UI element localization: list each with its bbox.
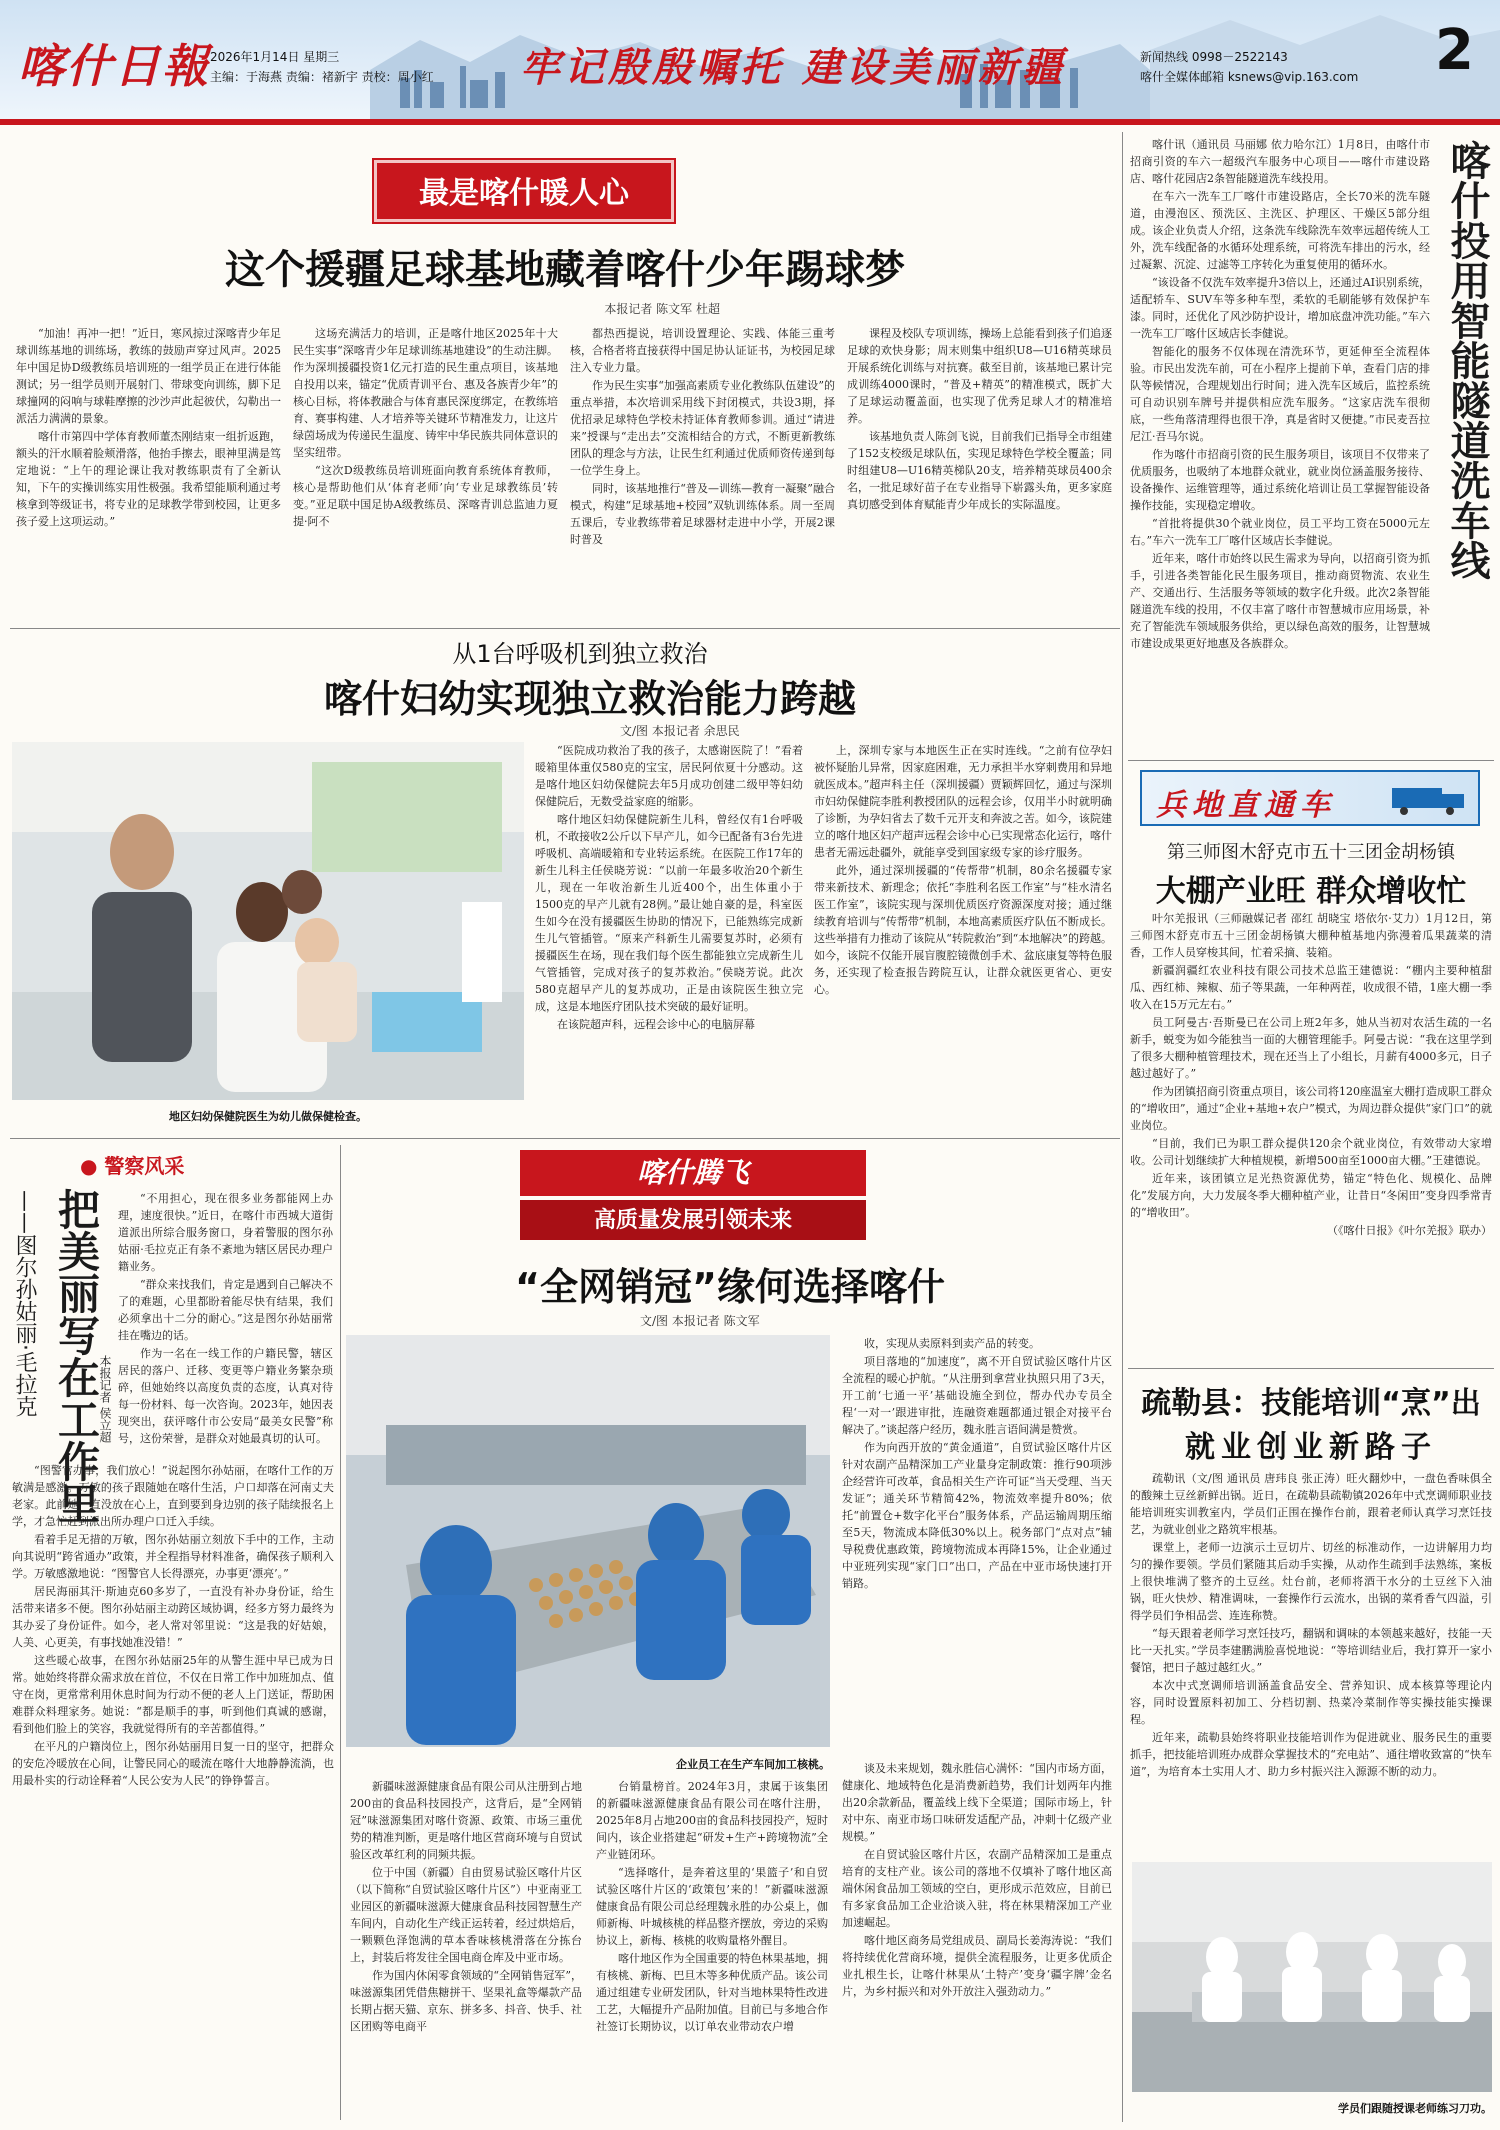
section4-col3 — [842, 1335, 1112, 1755]
section4-col4 — [842, 1760, 1112, 2122]
divider — [1128, 760, 1494, 761]
section2-headline: 喀什妇幼实现独立救治能力跨越 — [323, 677, 856, 721]
paragraph: 在车六一洗车工厂喀什市建设路店，全长70米的洗车隧道，由漫泡区、预洗区、主洗区、护理区、干燥区5部分组成。该企业负责人介绍，这条洗车线除洗车效率远超传统人工外，洗车线配备的水循环处理系统，可将洗车排出的污水，经过凝絮、沉淀、过滤等工序转化为重复使用的循环水。 — [1130, 190, 1430, 271]
paragraph: 这些暖心故事，在图尔孙姑丽25年的从警生涯中早已成为日常。她始终将群众需求放在首位，不仅在日常工作中加班加点、值守在岗，更常常利用休息时间为行动不便的老人上门送证，帮助困难群众料理家务。她说：“都是顺手的事，听到他们真诚的感谢，看到他们脸上的笑容，我就觉得所有的辛苦都值得。” — [12, 1654, 334, 1735]
section5-body — [1130, 136, 1430, 756]
section6-banner — [1140, 770, 1480, 826]
paragraph: 课堂上，老师一边演示土豆切片、切丝的标准动作，一边讲解用力均匀的操作要领。学员们紧随其后动手实操，从动作生疏到手法熟练，案板上很快堆满了整齐的土豆丝。灶台前，老师将酒干水分的土豆丝下入油锅，旺火快炒、精准调味，一套操作行云流水，出锅的菜肴香气四溢，引得学员们争相品尝、连连称赞。 — [1130, 1541, 1492, 1622]
paragraph: 作为民生实事“加强高素质专业化教练队伍建设”的重点举措，本次培训采用线下封闭模式，共设3期，择优招录足球特色学校未持证体育教师参训。通过“请进来”授课与“走出去”交流相结合的方式，不断更新教练团队的理念与方法，让民生红利通过优质师资传递到每一位学生身上。 — [570, 379, 835, 477]
section1-banner: 最是喀什暖人心 — [374, 160, 674, 222]
section3-col2 — [12, 1462, 334, 2117]
section4-headline: “全网销冠”缘何选择喀什 — [515, 1265, 945, 1309]
section6-headline: 大棚产业旺 群众增收忙 — [1155, 874, 1467, 909]
factory-photo-caption: 企业员工在生产车间加工核桃。 — [676, 1758, 830, 1771]
paragraph: 新疆味滋源健康食品有限公司从注册到占地200亩的食品科技园投产，这背后，是“全网销冠”味滋源集团对喀什资源、政策、市场三重优势的精准判断，更是喀什地区营商环境与自贸试验区改革红利的同频共振。 — [350, 1780, 582, 1861]
paragraph: 该基地负责人陈剑飞说，目前我们已指导全市组建了152支校级足球队伍，实现足球特色学校全覆盖；同时组建U8—U16精英梯队20支，培养精英球员400余名，一批足球好苗子在专业指导下崭露头角，更多家庭真切感受到体育赋能青少年成长的实际温度。 — [847, 430, 1112, 511]
paragraph: 在该院超声科，远程会诊中心的电脑屏幕 — [557, 1018, 755, 1031]
section1-col3 — [570, 325, 835, 620]
truck-icon — [1392, 784, 1472, 816]
section3-byline: 本报记者 侯立超 — [98, 1355, 112, 1443]
paragraph: （《喀什日报》《叶尔羌报》联办） — [1327, 1224, 1492, 1237]
paragraph: 喀什地区商务局党组成员、副局长姜海涛说：“我们将持续优化营商环境，提供全流程服务，让更多优质企业扎根生长，让喀什林果从‘土特产’变身‘疆字牌’金名片，为乡村振兴和对外开放注入强劲动力。” — [842, 1934, 1112, 1998]
paragraph: “首批将提供30个就业岗位，员工平均工资在5000元左右。”车六一洗车工厂喀什区域店长李健说。 — [1130, 517, 1430, 547]
paragraph: “加油！再冲一把！”近日，寒风掠过深喀青少年足球训练基地的训练场，教练的鼓励声穿过风声。2025年中国足协D级教练员培训班的一组学员正在进行体能测试；另一组学员则开展射门、带球变向训练，脚下足球撞网的闷响与球鞋摩擦的沙沙声此起彼伏，勾勒出一派活力满满的景象。 — [16, 327, 281, 425]
paragraph: 近年来，疏勒县始终将职业技能培训作为促进就业、服务民生的重要抓手，把技能培训班办成群众掌握技术的“充电站”、通往增收致富的“快车道”，为培育本土实用人才、助力乡村振兴注入源源不断的动力。 — [1130, 1731, 1492, 1778]
paragraph: 这场充满活力的培训，正是喀什地区2025年十大民生实事“深喀青少年足球训练基地建设”的生动注脚。作为深圳援疆投资1亿元打造的民生重点项目，该基地自投用以来，锚定“优质青训平台、惠及各族青少年”的核心目标，将体教融合与体育惠民深度绑定，在教练培育、赛事构建、人才培养等关键环节精准发力，让这片绿茵场成为传递民生温度、铸牢中华民族共同体意识的坚实纽带。 — [293, 327, 558, 459]
paragraph: 作为国内休闲零食领域的“全网销售冠军”，味滋源集团凭借焦糖拼干、坚果礼盒等爆款产品长期占据天猫、京东、拼多多、抖音、快手、社区团购等电商平 — [350, 1969, 582, 2033]
police-tag-label: 警察风采 — [104, 1154, 185, 1178]
cooking-photo-caption: 学员们跟随授课老师练习刀功。 — [1338, 2102, 1492, 2115]
paragraph: “每天跟着老师学习烹饪技巧，翻锅和调味的本领越来越好，技能一天比一天扎实。”学员李建鹏满脸喜悦地说：“等培训结业后，我打算开一家小餐馆，把日子越过越红火。” — [1130, 1627, 1492, 1674]
paragraph: 在平凡的户籍岗位上，图尔孙姑丽用日复一日的坚守，把群众的安危冷暖放在心间，让警民同心的暖流在喀什大地静静流淌，也用最朴实的行动诠释着“人民公安为人民”的铮铮誓言。 — [12, 1740, 334, 1787]
section2-col2 — [814, 742, 1112, 1132]
paragraph: 项目落地的“加速度”，离不开自贸试验区喀什片区全流程的暖心护航。“从注册到拿营业执照只用了3天，开工前‘七通一平’基础设施全到位，帮办代办专员全程‘一对一’跟进审批，连融资难题都通过银企对接平台解决了。”谈起落户经历，魏永胜言语间满是赞赏。 — [842, 1355, 1112, 1436]
paragraph: “该设备不仅洗车效率提升3倍以上，还通过AI识别系统，适配轿车、SUV车等多种车型，柔软的毛刷能够有效保护车漆。同时，还优化了风沙防护设计，增加底盘冲洗功能。”车六一洗车工厂喀什区域店长李健说。 — [1130, 276, 1430, 340]
paragraph: 本次中式烹调师培训涵盖食品安全、营养知识、成本核算等理论内容，同时设置原料初加工、分档切割、热菜冷菜制作等实操技能实操课程。 — [1130, 1679, 1492, 1726]
section7-headline-line1: 疏勒县：技能培训“烹”出 — [1141, 1386, 1481, 1421]
section6-banner-label: 兵地直通车 — [1156, 788, 1336, 823]
section1-col4 — [847, 325, 1112, 620]
section3-subhead: ——图尔孙姑丽·毛拉克 — [12, 1190, 37, 1417]
divider — [1128, 1368, 1494, 1369]
masthead-editors: 主编：于海燕 责编：褚新宇 责校：周小红 — [210, 70, 434, 84]
paragraph: 谈及未来规划，魏永胜信心满怀：“国内市场方面，健康化、地域特色化是消费新趋势，我们计划两年内推出20余款新品，覆盖线上线下全渠道；国际市场上，针对中东、南亚市场口味研发适配产品，冲刺十亿级产业规模。” — [842, 1762, 1112, 1843]
masthead — [0, 0, 1500, 125]
section1-col2 — [293, 325, 558, 620]
paragraph: 此外，通过深圳援疆的“传帮带”机制，80余名援疆专家带来新技术、新理念；依托“李胜利名医工作室”与“桂水清名医工作室”，该院实现与深圳优质医疗资源深度对接；通过继续教育培训与“传帮带”机制，本地高素质医疗队伍不断成长。这些举措有力推动了该院从“转院救治”到“本地解决”的跨越。如今，该院不仅能开展盲腹腔镜微创手术、盆底康复等特色服务，还实现了检查报告跨院互认，让群众就医更省心、更安心。 — [814, 864, 1112, 996]
factory-photo — [346, 1335, 830, 1747]
section4-banner-top: 喀什腾飞 — [520, 1150, 866, 1196]
bullet-icon: ● — [80, 1154, 98, 1178]
section7-headline-line2: 就业创业新路子 — [1185, 1430, 1437, 1465]
section3-headline: 把美丽写在工作里 — [52, 1188, 101, 1524]
divider — [1122, 132, 1123, 2122]
paragraph: 作为向西开放的“黄金通道”，自贸试验区喀什片区针对农副产品精深加工产业量身定制政策：推行90项涉企经营许可改革，食品相关生产许可证“当天受理、当天发证”；通关环节精简42%，物流效率提升80%；依托“前置仓+数字化平台”服务体系，产品运输周期压缩至5天，物流成本降低30%以上。税务部门“点对点”辅导税费优惠政策，跨境物流成本再降15%，让企业通过中亚班列实现“家门口”出口，产品在中亚市场快速打开销路。 — [842, 1441, 1112, 1590]
masthead-slogan: 牢记殷殷嘱托 建设美丽新疆 — [520, 44, 1066, 91]
paragraph: 台销量榜首。2024年3月，隶属于该集团的新疆味滋源健康食品有限公司在喀什注册，2025年8月占地200亩的食品科技园投产，短时间内，该企业搭建起“研发+生产+跨境物流”全产业链闭环。 — [596, 1780, 828, 1861]
paragraph: 上，深圳专家与本地医生正在实时连线。“之前有位孕妇被怀疑胎儿异常，因家庭困难，无力承担半水穿刺费用和异地就医成本。”超声科主任（深圳援疆）贾颖辉回忆，通过与深圳市妇幼保健院李胜利教授团队的远程会诊，仅用半小时就明确了诊断，为孕妇省去了数千元开支和奔波之苦。如今，该院建立的喀什地区妇产超声远程会诊中心已实现常态化运行，喀什患者无需远赴疆外，就能享受到国家级专家的诊疗服务。 — [814, 744, 1112, 859]
paragraph: 喀什地区作为全国重要的特色林果基地，拥有核桃、新梅、巴旦木等多种优质产品。该公司通过组建专业研发团队，针对当地林果特性改进工艺，大幅提升产品附加值。目前已与多地合作社签订长期协议，以订单农业带动农户增 — [596, 1952, 828, 2033]
paragraph: 位于中国（新疆）自由贸易试验区喀什片区（以下简称“自贸试验区喀什片区”）中亚南亚工业园区的新疆味滋源大健康食品科技园智慧生产车间内，自动化生产线正运转着，经过烘焙后，一颗颗色泽饱满的草本香味核桃滑落在分拣台上，封装后将发往全国电商仓库及中亚市场。 — [350, 1866, 582, 1964]
paragraph: 都热西提说，培训设置理论、实践、体能三重考核，合格者将直接获得中国足协认证证书，为校园足球注入专业力量。 — [570, 327, 835, 374]
paragraph: 喀什讯（通讯员 马丽娜 依力哈尔江）1月8日，由喀什市招商引资的车六一超级汽车服务中心项目——喀什市建设路店、喀什花园店2条智能隧道洗车线投用。 — [1130, 138, 1430, 185]
paragraph: 作为团镇招商引资重点项目，该公司将120座温室大棚打造成职工群众的“增收田”，通过“企业+基地+农户”模式，为周边群众提供“家门口”的就业岗位。 — [1130, 1085, 1492, 1132]
police-tag — [80, 1150, 184, 1179]
cooking-photo-drawing — [1132, 1862, 1492, 2092]
paragraph: “群众来找我们，肯定是遇到自己解决不了的难题，心里都盼着能尽快有结果，我们必须拿出十二分的耐心。”这是图尔孙姑丽常挂在嘴边的话。 — [118, 1278, 333, 1342]
page-number: 2 — [1435, 18, 1474, 83]
divider — [340, 1145, 341, 2120]
section6-kicker: 第三师图木舒克市五十三团金胡杨镇 — [1167, 842, 1455, 863]
section4-byline: 文/图 本报记者 陈文军 — [640, 1314, 760, 1328]
paragraph: 近年来，喀什市始终以民生需求为导向，以招商引资为抓手，引进各类智能化民生服务项目，推动商贸物流、农业生产、交通出行、生活服务等领域的数字化升级。此次2条智能隧道洗车线的投用，不仅丰富了喀什市智慧城市应用场景，补充了智能洗车领域服务供给，更以绿色高效的服务，让智慧城市建设成果更好地惠及各族群众。 — [1130, 552, 1430, 650]
hospital-photo-caption: 地区妇幼保健院医生为幼儿做保健检查。 — [169, 1110, 367, 1123]
section4-col2 — [596, 1778, 828, 2123]
section4-banner — [520, 1150, 866, 1242]
paragraph: 居民海丽其汗·斯迪克60多岁了，一直没有补办身份证，给生活带来诸多不便。图尔孙姑丽主动跨区域协调，经多方努力最终为其办妥了身份证件。如今，老人常对邻里说：“这是我的好姑娘，人美、心更美，有事找她准没错！” — [12, 1585, 334, 1649]
section6-body — [1130, 910, 1492, 1365]
paragraph: 近年来，该团镇立足光热资源优势，锚定“特色化、规模化、品牌化”发展方向，大力发展冬季大棚种植产业，让昔日“冬闲田”变身四季常青的“增收田”。 — [1130, 1172, 1492, 1219]
paragraph: 新疆润疆红农业科技有限公司技术总监王建德说：“棚内主要种植甜瓜、西红柿、辣椒、茄子等果蔬，一年种两茬，收成很不错，1座大棚一季收入在15万元左右。” — [1130, 964, 1492, 1011]
section2-col1 — [535, 742, 803, 1132]
paragraph: “医院成功救治了我的孩子，太感谢医院了！”看着暖箱里体重仅580克的宝宝，居民阿依夏十分感动。这是喀什地区妇幼保健院去年5月成功创建二级甲等妇幼保健院后，无数受益家庭的缩影。 — [535, 744, 803, 808]
paragraph: 叶尔羌报讯（三师融媒记者 邵红 胡晓宝 塔依尔·艾力）1月12日，第三师图木舒克市五十三团金胡杨镇大棚种植基地内弥漫着瓜果蔬菜的清香，工作人员穿梭其间，忙着采摘、装箱。 — [1130, 912, 1492, 959]
section5-vertical-headline: 喀什投用智能隧道洗车线 — [1444, 140, 1490, 580]
section1-byline: 本报记者 陈文军 杜超 — [604, 302, 720, 316]
paragraph: 喀什地区妇幼保健院新生儿科，曾经仅有1台呼吸机，不敢接收2公斤以下早产儿，如今已配备有3台先进呼吸机、高端暖箱和专业转运系统。在医院工作17年的新生儿科主任侯晓芳说：“以前一年最多收治20个新生儿，现在一年收治新生儿近400个，出生体重小于1500克的早产儿就有28例。”最让她自豪的是，科室医生如今在没有援疆医生协助的情况下，已能熟练完成新生儿气管插管。“原来产科新生儿需要复苏时，必须有援疆医生在场，现在我们每个医生都能独立完成新生儿气管插管，完成对孩子的复苏救治。”侯晓芳说。此次580克超早产儿的复苏成功，正是由该院医生独立完成，这是本地医疗团队技术突破的最好证明。 — [535, 813, 803, 1013]
masthead-email: 喀什全媒体邮箱 ksnews@vip.163.com — [1140, 70, 1359, 84]
paragraph: “目前，我们已为职工群众提供120余个就业岗位，有效带动大家增收。公司计划继续扩大种植规模，新增500亩至1000亩大棚。”王建德说。 — [1130, 1137, 1492, 1167]
section4-col1 — [350, 1778, 582, 2123]
section4-banner-bottom: 高质量发展引领未来 — [520, 1200, 866, 1240]
divider — [10, 1138, 1120, 1139]
paragraph: 收，实现从卖原料到卖产品的转变。 — [864, 1337, 1040, 1350]
paragraph: 智能化的服务不仅体现在清洗环节，更延伸至全流程体验。市民出发洗车前，可在小程序上提前下单，查看门店的排队等候情况，合理规划出行时间；进入洗车区域后，监控系统可自动识别车牌号并提供相应洗车服务。“这家店洗车很彻底，一些角落清理得也很干净，真是省时又便捷。”市民麦吾拉尼江·吾马尔说。 — [1130, 345, 1430, 443]
paragraph: 喀什市第四中学体育教师董杰刚结束一组折返跑，额头的汗水顺着脸颊滑落，他抬手擦去，眼神里满是笃定地说：“上午的理论课让我对教练职责有了全新认知，下午的实操训练实用性极强。我希望能顺利通过考核拿到等级证书，将专业的足球教学带到校园，让更多孩子爱上这项运动。” — [16, 430, 281, 528]
section1-col1 — [16, 325, 281, 620]
paragraph: 同时，该基地推行“普及—训练—教育一凝聚”融合模式，构建“足球基地+校园”双轨训练体系。周一至周五课后，专业教练带着足球器材走进中小学，开展2课时普及 — [570, 482, 835, 546]
masthead-logo: 喀什日報 — [18, 39, 210, 93]
paragraph: “选择喀什，是奔着这里的‘果篮子’和自贸试验区喀什片区的‘政策包’来的！”新疆味滋源健康食品有限公司总经理魏永胜的办公桌上，伽师新梅、叶城核桃的样品整齐摆放，旁边的采购协议上，新梅、核桃的收购量格外醒目。 — [596, 1866, 828, 1947]
section3-col1 — [118, 1190, 333, 1460]
paragraph: 员工阿曼古·吾斯曼已在公司上班2年多，她从当初对农活生疏的一名新手，蜕变为如今能独当一面的大棚管理能手。阿曼古说：“我在这里学到了很多大棚种植管理技术，现在还当上了小组长，月薪有4000多元，日子越过越好了。” — [1130, 1016, 1492, 1080]
section2-byline: 文/图 本报记者 余思民 — [620, 724, 740, 738]
paragraph: 在自贸试验区喀什片区，农副产品精深加工是重点培育的支柱产业。该公司的落地不仅填补了喀什地区高端休闲食品加工领域的空白，更形成示范效应，目前已有多家食品加工企业洽谈入驻，将在林果精深加工产业加速崛起。 — [842, 1848, 1112, 1929]
paragraph: 疏勒讯（文/图 通讯员 唐玮良 张正涛）旺火翻炒中，一盘色香味俱全的酸辣土豆丝新鲜出锅。近日，在疏勒县疏勒镇2026年中式烹调师职业技能培训班实训教室内，学员们正围在操作台前，跟着老师认真学习烹饪技艺，为就业创业之路筑牢根基。 — [1130, 1472, 1492, 1536]
paragraph: 课程及校队专项训练，操场上总能看到孩子们追逐足球的欢快身影；周末则集中组织U8—U16精英球员开展系统化训练与对抗赛。截至目前，该基地已累计完成训练4000课时，“普及+精英”的精准模式，既扩大了足球运动覆盖面，也实现了优秀足球人才的精准培养。 — [847, 327, 1112, 425]
masthead-hotline: 新闻热线 0998－2522143 — [1140, 50, 1288, 64]
section7-body — [1130, 1470, 1492, 1855]
factory-photo-drawing — [346, 1335, 830, 1747]
section2-kicker: 从1台呼吸机到独立救治 — [452, 640, 708, 668]
paragraph: “这次D级教练员培训班面向教育系统体育教师，核心是帮助他们从‘体育老师’向‘专业足球教练员’转变。”亚足联中国足协A级教练员、深喀青训总监迪力夏提·阿不 — [293, 464, 558, 528]
paragraph: “不用担心，现在很多业务都能网上办理，速度很快。”近日，在喀什市西城大道街道派出所综合服务窗口，身着警服的图尔孙姑丽·毛拉克正有条不紊地为辖区居民办理户籍业务。 — [118, 1192, 333, 1273]
divider — [10, 628, 1120, 629]
paragraph: 作为一名在一线工作的户籍民警，辖区居民的落户、迁移、变更等户籍业务繁杂琐碎，但她始终以高度负责的态度，认真对待每一份材料、每一次咨询。2023年，她因表现突出，获评喀什市公安局“最美女民警”称号，这份荣誉，是群众对她最真切的认可。 — [118, 1347, 333, 1445]
hospital-photo — [12, 742, 524, 1100]
cooking-photo — [1132, 1862, 1492, 2092]
paragraph: “图警官办事，我们放心！”说起图尔孙姑丽，在喀什工作的万敏满是感激。万敏的孩子跟随她在喀什生活，户口却落在河南丈夫老家。此前她一直没放在心上，直到要到身边别的孩子陆续报名上学，才急忙赶到派出所办理户口迁入手续。 — [12, 1464, 334, 1528]
section1-headline: 这个援疆足球基地藏着喀什少年踢球梦 — [225, 247, 905, 293]
hospital-photo-drawing — [12, 742, 524, 1100]
paragraph: 作为喀什市招商引资的民生服务项目，该项目不仅带来了优质服务，也吸纳了本地群众就业，就业岗位涵盖服务接待、设备操作、运维管理等，通过系统化培训让员工掌握智能设备操作技能，实现稳定增收。 — [1130, 448, 1430, 512]
masthead-date: 2026年1月14日 星期三 — [210, 50, 340, 64]
paragraph: 看着手足无措的万敏，图尔孙姑丽立刻放下手中的工作，主动向其说明“跨省通办”政策，并全程指导材料准备，确保孩子顺利入学。万敏感激地说：“图警官人长得漂亮，办事更‘漂亮’。” — [12, 1533, 334, 1580]
